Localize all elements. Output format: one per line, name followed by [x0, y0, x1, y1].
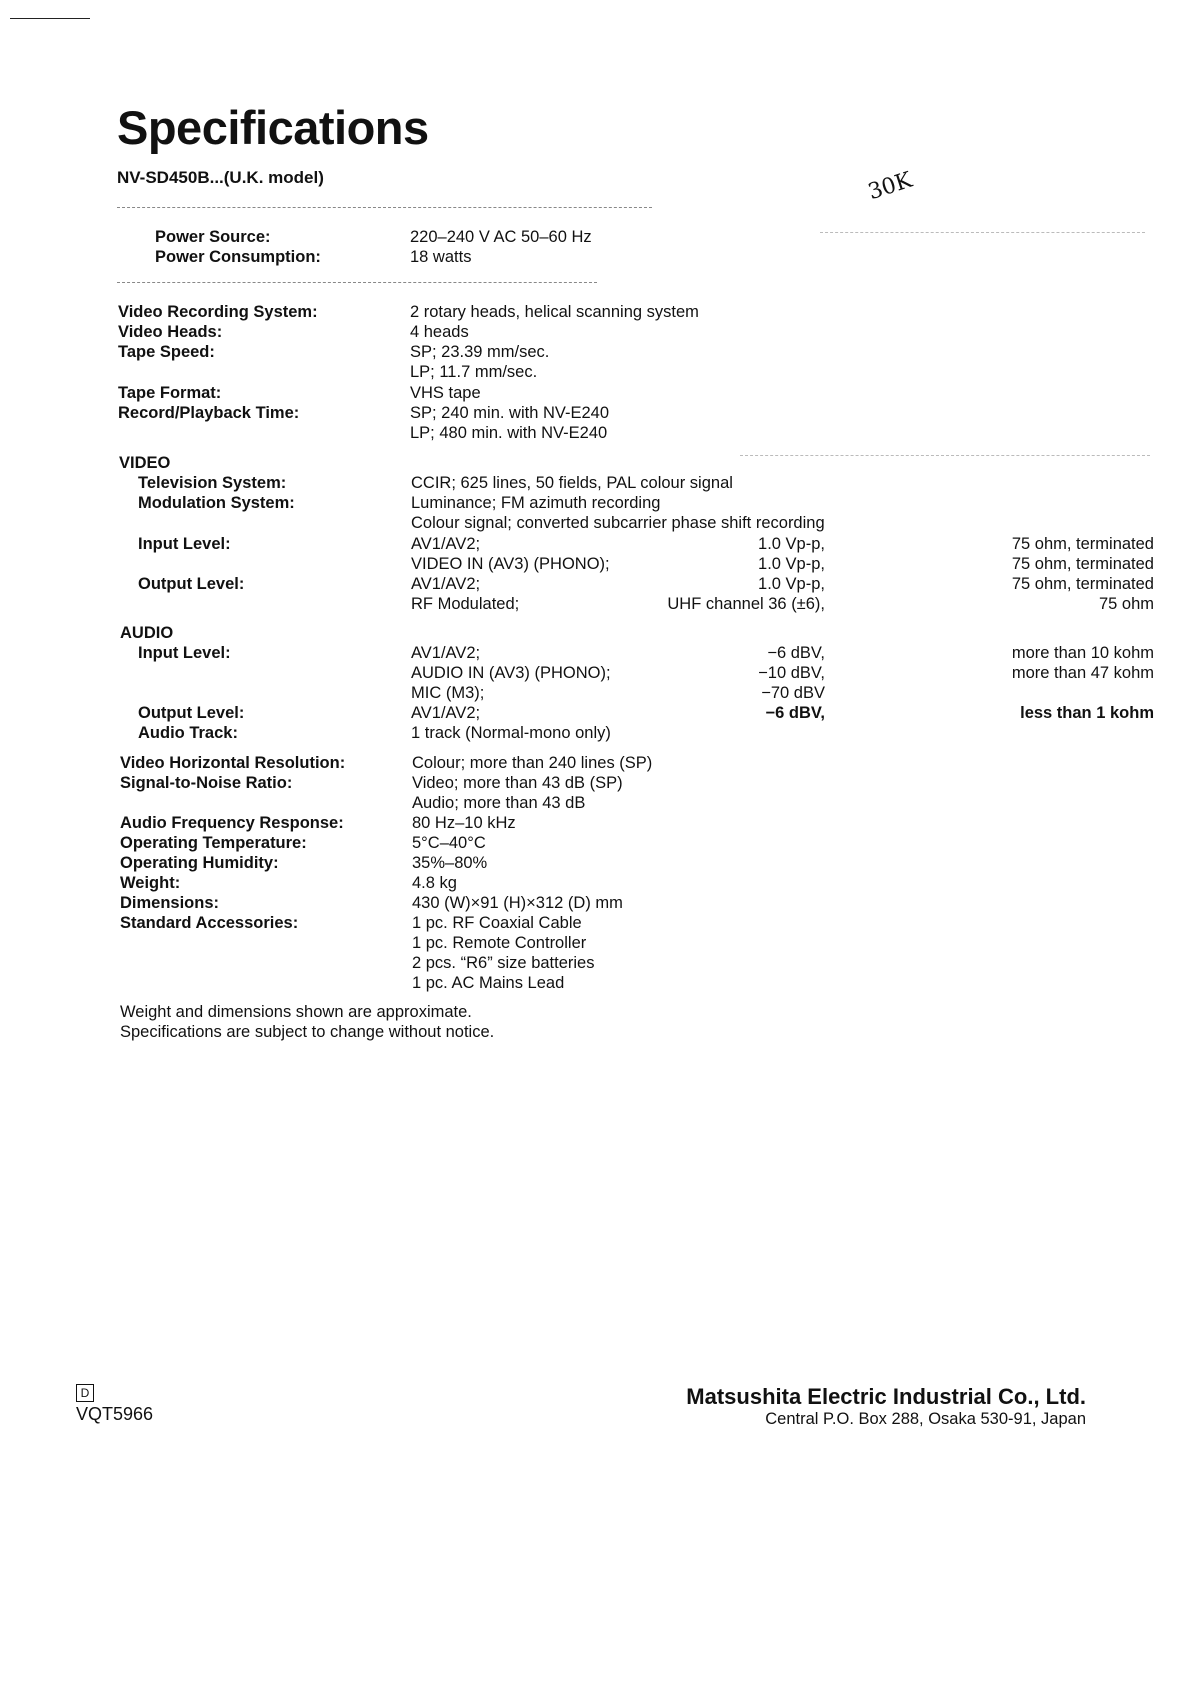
- rec-time-sp: SP; 240 min. with NV-E240: [410, 404, 610, 422]
- audio-output-source: AV1/AV2;: [411, 704, 481, 722]
- audio-input-source: AUDIO IN (AV3) (PHONO);: [411, 664, 611, 682]
- weight-value: 4.8 kg: [412, 874, 457, 892]
- audio-track-label: Audio Track:: [138, 724, 238, 742]
- video-heading: VIDEO: [119, 454, 171, 472]
- temperature-label: Operating Temperature:: [120, 834, 307, 852]
- region-code-box: D: [76, 1384, 94, 1402]
- handwritten-note: 30K: [865, 167, 916, 206]
- audio-input-impedance: more than 10 kohm: [1011, 644, 1154, 662]
- rf-modulated-impedance: 75 ohm: [1098, 595, 1154, 613]
- audio-track-value: 1 track (Normal-mono only): [411, 724, 611, 742]
- video-input-level-label: Input Level:: [138, 535, 231, 553]
- audio-input-impedance: more than 47 kohm: [1011, 664, 1154, 682]
- accessory-item: 1 pc. RF Coaxial Cable: [412, 914, 582, 932]
- video-input-source: VIDEO IN (AV3) (PHONO);: [411, 555, 610, 573]
- snr-video: Video; more than 43 dB (SP): [412, 774, 623, 792]
- dimensions-label: Dimensions:: [120, 894, 220, 912]
- audio-input-level: −70 dBV: [761, 684, 825, 702]
- recording-system-label: Video Recording System:: [118, 303, 318, 321]
- audio-input-level: −10 dBV,: [758, 664, 825, 682]
- audio-heading: AUDIO: [120, 624, 174, 642]
- model-name: NV-SD450B...(U.K. model): [117, 168, 324, 187]
- video-output-level: 1.0 Vp-p,: [758, 575, 825, 593]
- video-input-impedance: 75 ohm, terminated: [1011, 555, 1154, 573]
- tape-speed-label: Tape Speed:: [118, 343, 215, 361]
- weight-label: Weight:: [120, 874, 181, 892]
- scan-mark-line: [10, 18, 90, 19]
- modulation-colour: Colour signal; converted subcarrier phase shift recording: [411, 514, 825, 532]
- power-box-top-rule: [117, 207, 652, 208]
- footnote: Specifications are subject to change without notice.: [120, 1023, 495, 1041]
- video-heads-label: Video Heads:: [118, 323, 223, 341]
- humidity-label: Operating Humidity:: [120, 854, 279, 872]
- video-input-source: AV1/AV2;: [411, 535, 481, 553]
- modulation-luminance: Luminance; FM azimuth recording: [411, 494, 661, 512]
- rf-modulated-source: RF Modulated;: [411, 595, 520, 613]
- dimensions-value: 430 (W)×91 (H)×312 (D) mm: [412, 894, 623, 912]
- video-input-impedance: 75 ohm, terminated: [1011, 535, 1154, 553]
- tape-format-value: VHS tape: [410, 384, 481, 402]
- tv-system-value: CCIR; 625 lines, 50 fields, PAL colour signal: [411, 474, 733, 492]
- power-box-bottom-rule: [117, 282, 597, 283]
- accessory-item: 2 pcs. “R6” size batteries: [412, 954, 595, 972]
- video-output-level-label: Output Level:: [138, 575, 245, 593]
- humidity-value: 35%–80%: [412, 854, 488, 872]
- video-input-level: 1.0 Vp-p,: [758, 555, 825, 573]
- rf-modulated-channel: UHF channel 36 (±6),: [667, 595, 825, 613]
- tape-speed-sp: SP; 23.39 mm/sec.: [410, 343, 550, 361]
- rec-time-label: Record/Playback Time:: [118, 404, 300, 422]
- tape-format-label: Tape Format:: [118, 384, 222, 402]
- power-consumption-label: Power Consumption:: [155, 248, 321, 266]
- resolution-label: Video Horizontal Resolution:: [120, 754, 346, 772]
- temperature-value: 5°C–40°C: [412, 834, 486, 852]
- tv-system-label: Television System:: [138, 474, 287, 492]
- accessory-item: 1 pc. Remote Controller: [412, 934, 587, 952]
- modulation-label: Modulation System:: [138, 494, 295, 512]
- document-number: VQT5966: [76, 1404, 154, 1424]
- tape-speed-lp: LP; 11.7 mm/sec.: [410, 363, 538, 381]
- video-output-source: AV1/AV2;: [411, 575, 481, 593]
- power-source-value: 220–240 V AC 50–60 Hz: [410, 228, 592, 246]
- audio-output-impedance: less than 1 kohm: [1020, 704, 1154, 722]
- audio-input-source: MIC (M3);: [411, 684, 485, 702]
- audio-input-level: −6 dBV,: [767, 644, 825, 662]
- rec-time-lp: LP; 480 min. with NV-E240: [410, 424, 608, 442]
- resolution-value: Colour; more than 240 lines (SP): [412, 754, 653, 772]
- snr-label: Signal-to-Noise Ratio:: [120, 774, 293, 792]
- snr-audio: Audio; more than 43 dB: [412, 794, 586, 812]
- audio-input-level-label: Input Level:: [138, 644, 231, 662]
- freq-response-value: 80 Hz–10 kHz: [412, 814, 516, 832]
- video-output-impedance: 75 ohm, terminated: [1011, 575, 1154, 593]
- video-heads-value: 4 heads: [410, 323, 469, 341]
- page-title: Specifications: [117, 101, 429, 154]
- company-name: Matsushita Electric Industrial Co., Ltd.: [686, 1384, 1086, 1409]
- right-margin-artifact: [740, 455, 1150, 456]
- video-input-level: 1.0 Vp-p,: [758, 535, 825, 553]
- power-consumption-value: 18 watts: [410, 248, 472, 266]
- audio-output-level-label: Output Level:: [138, 704, 245, 722]
- right-margin-artifact: [820, 232, 1145, 233]
- audio-output-level: −6 dBV,: [765, 704, 825, 722]
- freq-response-label: Audio Frequency Response:: [120, 814, 344, 832]
- recording-system-value: 2 rotary heads, helical scanning system: [410, 303, 699, 321]
- power-source-label: Power Source:: [155, 228, 271, 246]
- footnote: Weight and dimensions shown are approximate.: [120, 1003, 472, 1021]
- company-address: Central P.O. Box 288, Osaka 530-91, Japan: [765, 1410, 1086, 1428]
- accessory-item: 1 pc. AC Mains Lead: [412, 974, 565, 992]
- audio-input-source: AV1/AV2;: [411, 644, 481, 662]
- accessories-label: Standard Accessories:: [120, 914, 299, 932]
